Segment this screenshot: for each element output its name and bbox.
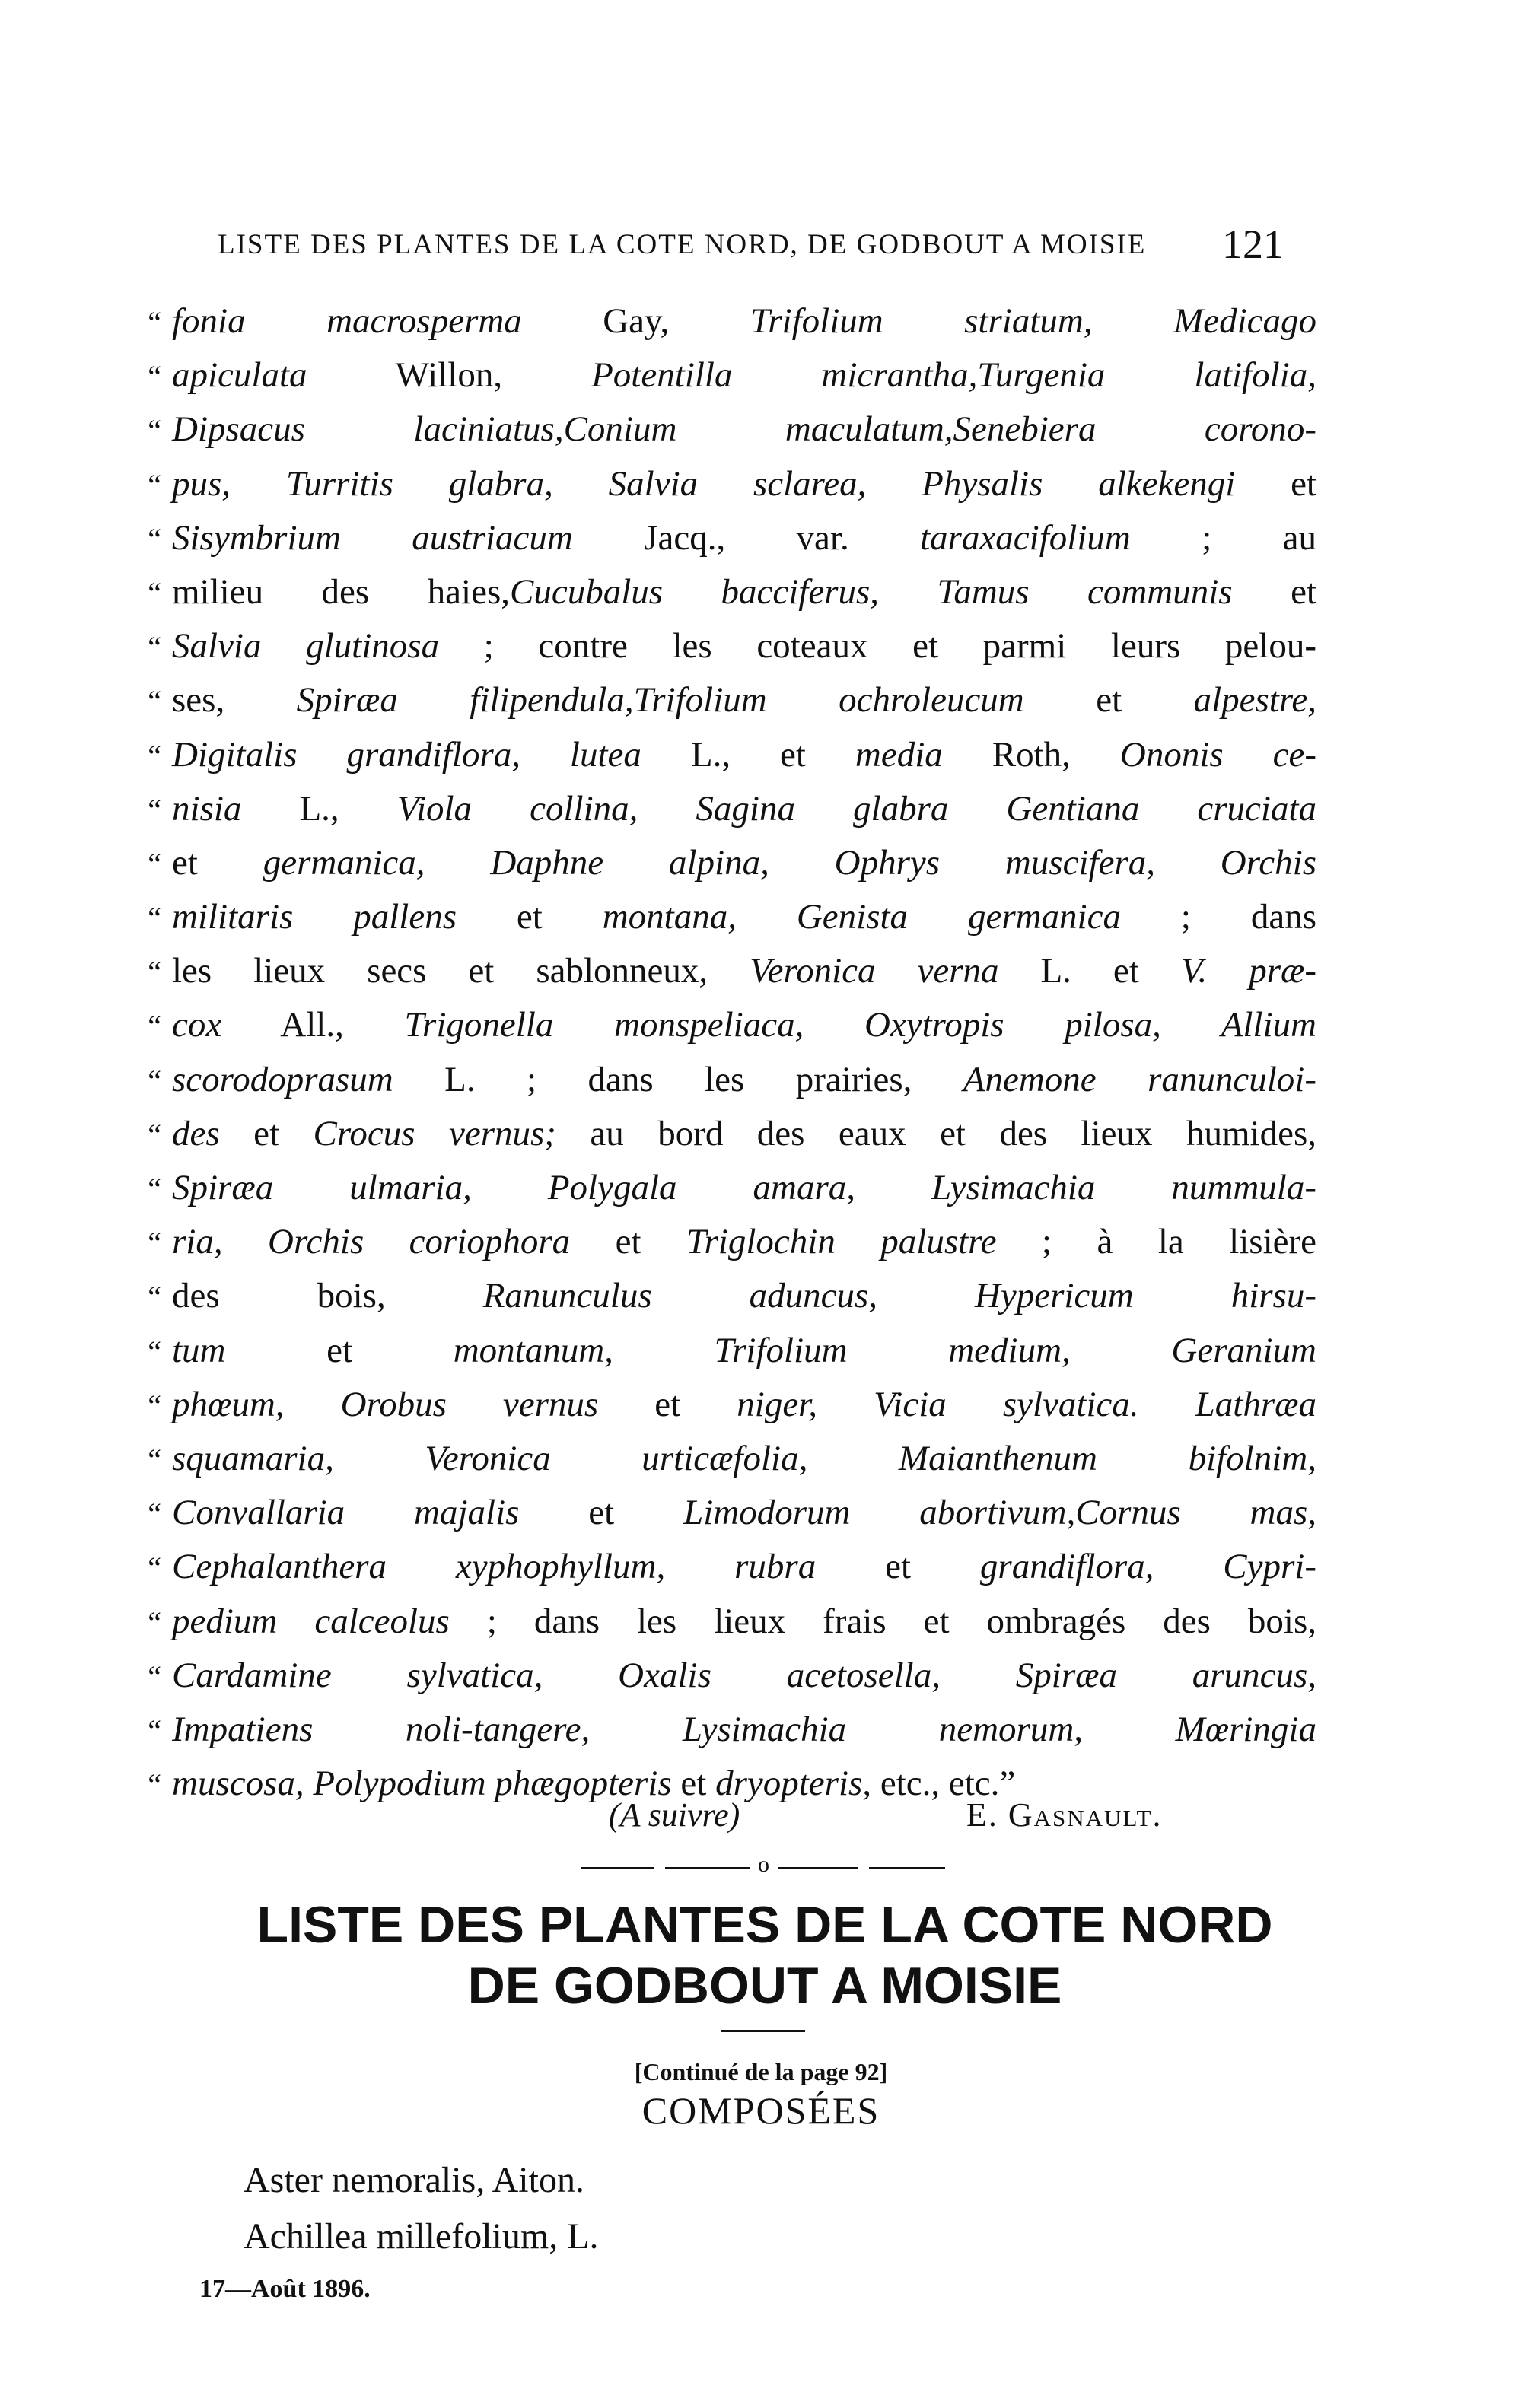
section-title-line-1: LISTE DES PLANTES DE LA COTE NORD xyxy=(256,1896,1273,1954)
quote-line xyxy=(129,1438,1316,1492)
quote-line-text: Dipsacus laciniatus,Conium maculatum,Senebiera corono- xyxy=(172,409,1316,450)
quote-line xyxy=(129,1709,1316,1763)
quote-line-text: apiculata Willon, Potentilla micrantha,Turgenia latifolia, xyxy=(172,355,1316,396)
quote-line xyxy=(129,842,1316,896)
quote-line xyxy=(129,1330,1316,1384)
quote-line-text: fonia macrosperma Gay, Trifolium striatum, Medicago xyxy=(172,301,1316,341)
quote-line xyxy=(129,1275,1316,1329)
quote-line xyxy=(129,1492,1316,1546)
quotation-mark: “ xyxy=(148,1009,161,1044)
quote-line xyxy=(129,1655,1316,1709)
quote-line-text: cox All., Trigonella monspeliaca, Oxytropis pilosa, Allium xyxy=(172,1005,1316,1045)
quote-line-text: squamaria, Veronica urticæfolia, Maianthenum bifolnim, xyxy=(172,1438,1316,1478)
continued-note: [Continué de la page 92] xyxy=(634,2058,888,2085)
quote-line-text: les lieux secs et sablonneux, Veronica verna L. et V. præ- xyxy=(172,951,1316,991)
quote-line xyxy=(129,463,1316,517)
quote-line-text: phœum, Orobus vernus et niger, Vicia sylvatica. Lathræa xyxy=(172,1384,1317,1424)
quotation-mark: “ xyxy=(148,1497,161,1532)
quote-line-text: muscosa, Polypodium phægopteris et dryopteris, etc., etc.” xyxy=(172,1764,1016,1804)
quote-line-text: milieu des haies,Cucubalus bacciferus, Tamus communis et xyxy=(172,571,1316,612)
quote-line xyxy=(129,355,1316,409)
quote-line-text: des bois, Ranunculus aduncus, Hypericum hirsu- xyxy=(172,1276,1317,1316)
quotation-mark: “ xyxy=(148,1117,161,1152)
quotation-mark: “ xyxy=(148,684,161,719)
quotation-mark: “ xyxy=(148,1226,161,1261)
quote-line xyxy=(129,1546,1316,1600)
quote-line xyxy=(129,517,1316,571)
quote-line-text: Digitalis grandiflora, lutea L., et media Roth, Ononis ce- xyxy=(172,734,1316,775)
quotation-mark: “ xyxy=(148,413,161,448)
quote-line-text: pus, Turritis glabra, Salvia sclarea, Physalis alkekengi et xyxy=(172,463,1316,504)
quotation-mark: “ xyxy=(148,738,161,773)
quote-line-text: Convallaria majalis et Limodorum abortivum,Cornus mas, xyxy=(172,1493,1316,1533)
quote-line-text: militaris pallens et montana, Genista germanica ; dans xyxy=(172,897,1316,937)
section-title xyxy=(148,1894,1381,2016)
quote-line-text: Sisymbrium austriacum Jacq., var. taraxacifolium ; au xyxy=(172,517,1316,558)
quote-line xyxy=(129,1384,1316,1438)
quoted-plant-list xyxy=(129,301,1316,1817)
quote-line xyxy=(129,301,1316,355)
quotation-mark: “ xyxy=(148,901,161,936)
section-separator xyxy=(581,1852,947,1879)
quotation-mark: “ xyxy=(148,792,161,827)
quote-line-text: Cephalanthera xyphophyllum, rubra et grandiflora, Cypri- xyxy=(172,1547,1317,1587)
quote-line-text: nisia L., Viola collina, Sagina glabra Gentiana cruciata xyxy=(172,788,1316,829)
quotation-mark: “ xyxy=(148,1551,161,1586)
page-number: 121 xyxy=(1222,221,1284,267)
quotation-mark: “ xyxy=(148,1172,161,1206)
quote-line xyxy=(129,1601,1316,1655)
quote-line-text: des et Crocus vernus; au bord des eaux et des lieux humides, xyxy=(172,1113,1316,1153)
signature-line xyxy=(0,1796,1528,1849)
quotation-mark: “ xyxy=(148,1063,161,1098)
plant-family-heading: COMPOSÉES xyxy=(641,2089,880,2132)
quote-line-text: ria, Orchis coriophora et Triglochin palustre ; à la lisière xyxy=(172,1222,1317,1262)
quote-line-text: et germanica, Daphne alpina, Ophrys muscifera, Orchis xyxy=(172,842,1317,883)
quotation-mark: “ xyxy=(148,521,161,556)
quote-line xyxy=(129,1113,1316,1167)
quote-line xyxy=(129,409,1316,463)
species-entry: Aster nemoralis, Aiton. xyxy=(244,2160,584,2200)
quotation-mark: “ xyxy=(148,1659,161,1694)
printer-signature-mark: 17—Août 1896. xyxy=(199,2275,371,2303)
running-head: LISTE DES PLANTES DE LA COTE NORD, DE GODBOUT A MOISIE xyxy=(218,229,1147,260)
quote-line-text: ses, Spiræa filipendula,Trifolium ochroleucum et alpestre, xyxy=(172,680,1316,720)
quote-line xyxy=(129,1004,1316,1058)
quote-line-text: Salvia glutinosa ; contre les coteaux et parmi leurs pelou- xyxy=(172,626,1316,666)
quote-line xyxy=(129,679,1316,733)
quotation-mark: “ xyxy=(148,1280,161,1315)
quotation-mark: “ xyxy=(148,955,161,990)
quotation-mark: “ xyxy=(148,1334,161,1369)
quotation-mark: “ xyxy=(148,1767,161,1802)
author-name: E. Gasnault. xyxy=(966,1796,1163,1834)
quote-line xyxy=(129,788,1316,842)
quote-line-text: Spiræa ulmaria, Polygala amara, Lysimachia nummula- xyxy=(172,1168,1316,1207)
quote-line-text: pedium calceolus ; dans les lieux frais et ombragés des bois, xyxy=(172,1601,1316,1641)
quotation-mark: “ xyxy=(148,1388,161,1423)
quote-line-text: scorodoprasum L. ; dans les prairies, Anemone ranunculoi- xyxy=(172,1059,1317,1099)
quote-line xyxy=(129,896,1316,950)
quote-line xyxy=(129,571,1316,625)
quote-line-text: Impatiens noli-tangere, Lysimachia nemorum, Mœringia xyxy=(172,1709,1316,1749)
separator-mark: o xyxy=(758,1852,769,1877)
quotation-mark: “ xyxy=(148,846,161,881)
to-be-continued-note: (A suivre) xyxy=(609,1796,740,1834)
title-rule xyxy=(721,2030,805,2032)
quote-line xyxy=(129,1059,1316,1113)
quotation-mark: “ xyxy=(148,1713,161,1748)
quote-line xyxy=(129,1221,1316,1275)
species-entry: Achillea millefolium, L. xyxy=(244,2216,599,2257)
quotation-mark: “ xyxy=(148,1442,161,1477)
quote-line xyxy=(129,625,1316,679)
quotation-mark: “ xyxy=(148,1605,161,1640)
quote-line xyxy=(129,734,1316,788)
quote-line-text: tum et montanum, Trifolium medium, Geranium xyxy=(172,1330,1316,1370)
quote-line xyxy=(129,1167,1316,1221)
section-title-line-2: DE GODBOUT A MOISIE xyxy=(467,1957,1062,2015)
quotation-mark: “ xyxy=(148,359,161,394)
quotation-mark: “ xyxy=(148,305,161,339)
quotation-mark: “ xyxy=(148,575,161,610)
quote-line-text: Cardamine sylvatica, Oxalis acetosella, Spiræa aruncus, xyxy=(172,1655,1316,1695)
quote-line xyxy=(129,950,1316,1004)
quotation-mark: “ xyxy=(148,467,161,502)
quotation-mark: “ xyxy=(148,630,161,665)
